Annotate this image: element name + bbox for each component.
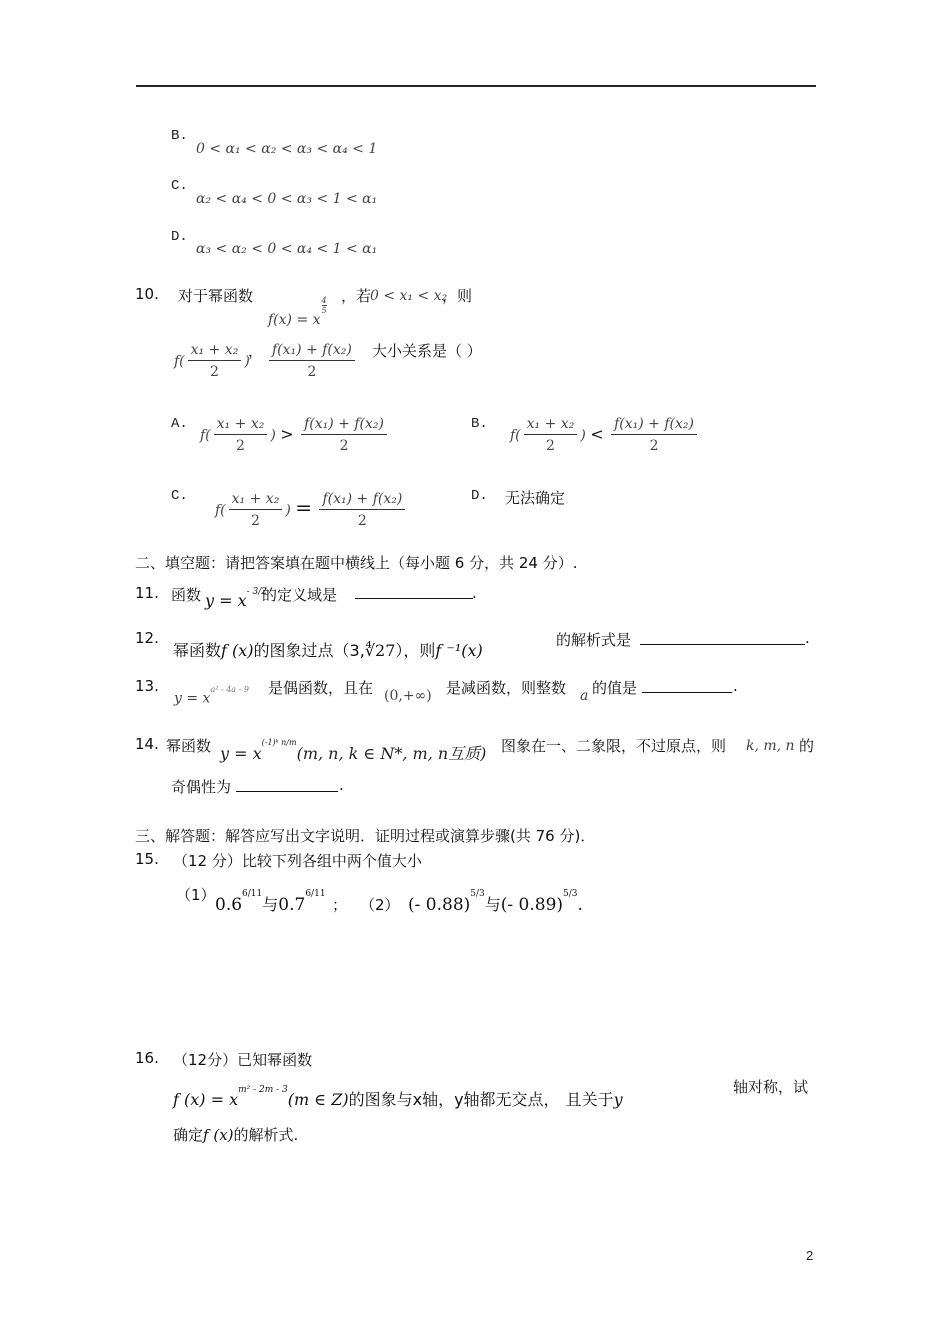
q12-number: 12. [135,629,159,647]
q16-number: 16. [135,1049,159,1067]
q13-end: . [733,677,738,695]
q11-post: 的定义域是 [262,586,338,604]
q9-option-d-expr: α₃ < α₂ < 0 < α₄ < 1 < α₁ [196,241,378,257]
q10-option-b-label: B. [471,416,488,432]
section-2-heading: 二、填空题：请把答案填在题中横线上（每小题 6 分，共 24 分）. [135,554,578,572]
q16-statement: f $(x) = x^{m^2 - 2m - 3}(m$ ∈ Z)的图象与x轴，y轴都无交点， 且关于y [173,1084,623,1109]
q14-line2: 奇偶性为 [171,778,232,796]
q15-separator: ； [332,896,348,914]
q14-function: $y = x^{(-1)ᵏ n/m}(m$, n, k ∈ N*, m, n互质) [220,737,487,763]
q15-part1-label: （1） [176,886,216,904]
q10-option-d-label: D. [471,488,488,504]
q12-answer-blank[interactable] [640,630,805,649]
q10-option-a-label: A. [171,416,188,432]
q11-number: 11. [135,584,159,602]
q13-var: a [580,688,589,704]
q14-tail: 的 [799,737,815,755]
q13-t1: 是偶函数，且在 [268,679,374,697]
q15-number: 15. [135,850,159,868]
q14-post: 图象在一、二象限，不过原点，则 [501,737,727,755]
q14-pre: 幂函数 [166,737,212,755]
q10-option-d-text: 无法确定 [505,489,566,507]
q14-end: . [339,776,344,794]
q16-t3: 轴对称，试 [733,1078,809,1096]
q13-t2: 是减函数，则整数 [446,679,567,697]
q10-expr-mean-of-x: f( $\frac{\text{x₁ + x₂}}{2}$ ) [174,342,250,380]
q15-title: （12 分）比较下列各组中两个值大小 [173,852,422,870]
q15-part2-label: （2） [360,896,400,914]
q10-condition: 0 < x₁ < x₂ [370,288,448,304]
q11-function: $y = x^{- 3/2}$ [205,586,268,610]
q13-t3: 的值是 [592,679,638,697]
q15-part2: (- 0.88)$^{5/3}$与(- 0.89)$^{5/3}$. [408,889,583,915]
q9-option-b-expr: 0 < α₁ < α₂ < α₃ < α₄ < 1 [196,141,378,157]
q10-option-a-expr: f( $\frac{\text{x₁ + x₂}}{2}$ ) > $\frac{\text{f(x₁) + f(x₂)}}{2}$ [200,414,390,457]
q10-expr-mean-of-f: $\frac{\text{f(x₁) + f(x₂)}}{2}$ [266,340,358,383]
header-rule [136,85,816,87]
q12-end: . [805,629,810,647]
q11-answer-blank[interactable] [355,584,473,603]
q9-option-c-label: C. [171,178,188,194]
q14-number: 14. [135,735,159,753]
q13-interval: (0,+∞) [384,688,432,704]
q12-post: 的解析式是 [556,631,632,649]
q16-title: （12分）已知幂函数 [173,1051,313,1069]
q14-answer-blank[interactable] [236,777,338,796]
q10-option-c-expr: f( $\frac{\text{x₁ + x₂}}{2}$ ) = $\frac{\text{f(x₁) + f(x₂)}}{2}$ [215,489,408,532]
q13-function: $y = x^{a^2 - 4a - 9}$ [174,685,249,707]
q9-option-b-label: B. [171,128,188,144]
q10-comma: ， [248,342,264,360]
q10-question: 大小关系是（ ） [372,342,482,360]
q10-cond-pre: ，若 [341,287,372,305]
q14-vars: k, m, n [746,738,795,754]
q10-cond-post: ，则 [442,287,473,305]
q11-end: . [472,584,477,602]
section-3-heading: 三、解答题：解答应写出文字说明．证明过程或演算步骤(共 76 分)． [135,827,596,845]
q16-line2: 确定f (x)的解析式. [173,1126,299,1144]
page-number: 2 [806,1248,814,1263]
q13-answer-blank[interactable] [642,678,732,697]
q10-option-c-label: C. [171,488,188,504]
q15-part1: $0.6^{6/11}$与$0.7^{6/11}$ [215,889,326,915]
q9-option-c-expr: α₂ < α₄ < 0 < α₃ < 1 < α₁ [196,191,378,207]
q10-intro: 对于幂函数 [178,287,254,305]
q9-option-d-label: D. [171,229,188,245]
q12-text: 幂函数f (x)的图象过点（3,∜27），则f ⁻¹(x) [173,641,483,660]
q10-option-b-expr: f( $\frac{\text{x₁ + x₂}}{2}$ ) < $\frac{\text{f(x₁) + f(x₂)}}{2}$ [510,414,700,457]
q11-pre: 函数 [171,586,202,604]
q10-number: 10. [135,285,159,303]
q10-function: f(x) = x $\frac{4}{5}$ [268,296,327,328]
q13-number: 13. [135,677,159,695]
